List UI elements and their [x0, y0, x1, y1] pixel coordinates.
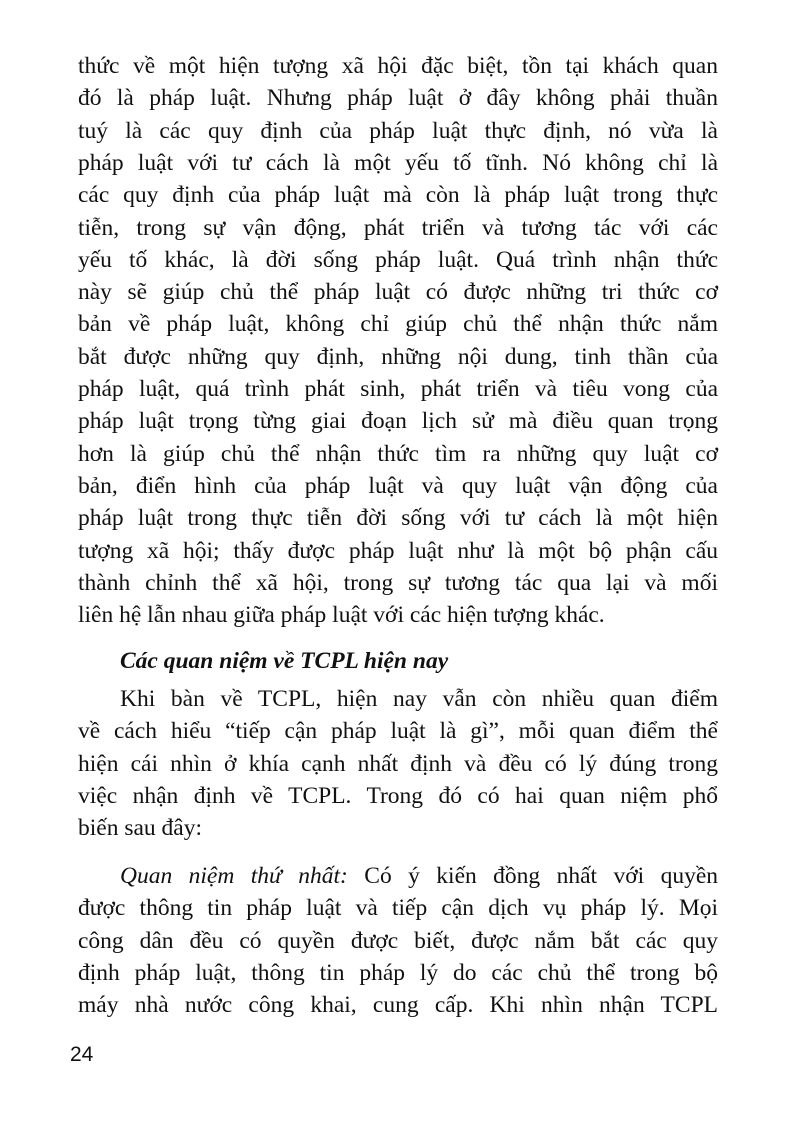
text-line: yếu tố khác, là đời sống pháp luật. Quá trình nhận thức — [78, 246, 718, 273]
text-line: Khi bàn về TCPL, hiện nay vẫn còn nhiều quan điểm — [120, 686, 718, 712]
text-line: thức về một hiện tượng xã hội đặc biệt, tồn tại khách quan — [78, 53, 718, 79]
page-number: 24 — [70, 1043, 94, 1066]
text-line: này sẽ giúp chủ thể pháp luật có được những tri thức cơ — [78, 279, 718, 306]
text-line: pháp luật, quá trình phát sinh, phát triển và tiêu vong của — [78, 376, 718, 402]
text-line: bản về pháp luật, không chỉ giúp chủ thể nhận thức nắm — [78, 311, 718, 338]
text-line: thành chỉnh thể xã hội, trong sự tương tác qua lại và mối — [78, 569, 718, 596]
text-line: máy nhà nước công khai, cung cấp. Khi nhìn nhận TCPL — [78, 992, 718, 1019]
text-line: đó là pháp luật. Nhưng pháp luật ở đây không phải thuần — [78, 85, 718, 112]
text-line: pháp luật trong thực tiễn đời sống với tư cách là một hiện — [78, 505, 718, 532]
paragraph-3-lead-rest: Có ý kiến đồng nhất với quyền — [364, 863, 719, 889]
text-line: hiện cái nhìn ở khía cạnh nhất định và đều có lý đúng trong — [78, 750, 718, 777]
paragraph-3-first-line — [78, 860, 718, 892]
text-line: bắt được những quy định, những nội dung, tinh thần của — [78, 343, 718, 370]
paragraph-3-lead: Quan niệm thứ nhất: — [120, 863, 348, 889]
text-line: tiễn, trong sự vận động, phát triển và tương tác với các — [78, 214, 718, 241]
text-line: các quy định của pháp luật mà còn là pháp luật trong thực — [78, 182, 718, 209]
text-line: công dân đều có quyền được biết, được nắm bắt các quy — [78, 927, 718, 954]
text-line: pháp luật trọng từng giai đoạn lịch sử mà điều quan trọng — [78, 408, 718, 435]
text-line: liên hệ lẫn nhau giữa pháp luật với các hiện tượng khác. — [78, 602, 605, 629]
text-line: về cách hiểu “tiếp cận pháp luật là gì”, mỗi quan điểm thể — [78, 718, 718, 745]
text-line: hơn là giúp chủ thể nhận thức tìm ra những quy luật cơ — [78, 440, 718, 467]
text-line: pháp luật với tư cách là một yếu tố tĩnh. Nó không chỉ là — [78, 149, 718, 176]
text-line: tuý là các quy định của pháp luật thực định, nó vừa là — [78, 117, 718, 144]
text-line: biến sau đây: — [78, 815, 202, 842]
text-line: tượng xã hội; thấy được pháp luật như là một bộ phận cấu — [78, 537, 718, 564]
text-line: được thông tin pháp luật và tiếp cận dịch vụ pháp lý. Mọi — [78, 895, 718, 922]
text-line: định pháp luật, thông tin pháp lý do các chủ thể trong bộ — [78, 959, 718, 986]
text-line: việc nhận định về TCPL. Trong đó có hai quan niệm phổ — [78, 782, 718, 809]
section-heading: Các quan niệm về TCPL hiện nay — [120, 648, 449, 674]
text-line: bản, điển hình của pháp luật và quy luật vận động của — [78, 472, 718, 499]
